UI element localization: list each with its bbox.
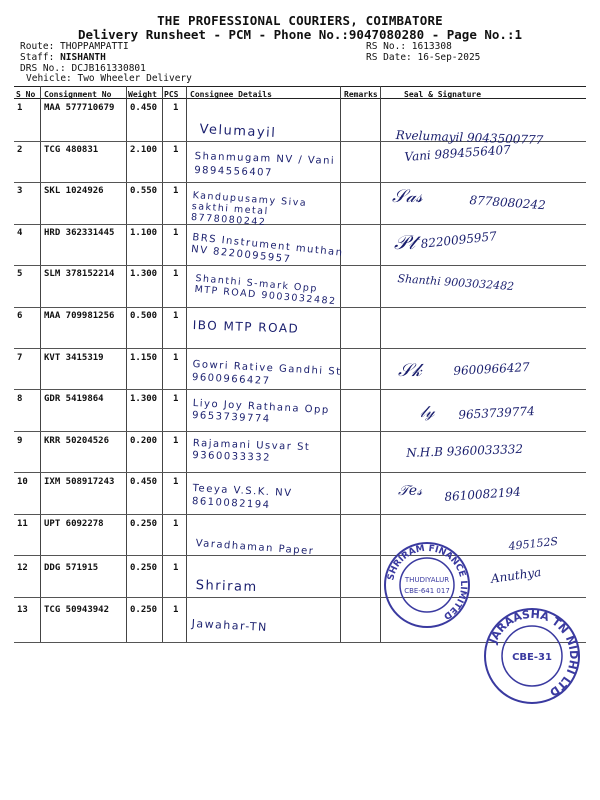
col-head-seal-signature: Seal & Signature <box>404 90 482 99</box>
row-divider <box>14 431 586 432</box>
row-weight: 0.250 <box>130 563 158 573</box>
row-pcs: 1 <box>173 311 179 321</box>
signature: Anuthya <box>490 564 543 586</box>
row-consignment: UPT 6092278 <box>44 519 104 529</box>
signature: 495152S <box>508 534 559 553</box>
col-head-pcs: PCS <box>164 90 179 99</box>
row-sno: 8 <box>17 394 23 404</box>
row-sno: 1 <box>17 103 23 113</box>
stamp-ring <box>382 540 472 630</box>
row-weight: 0.250 <box>130 605 158 615</box>
row-consignment: KRR 50204526 <box>44 436 110 446</box>
row-pcs: 1 <box>173 228 179 238</box>
row-divider <box>14 472 586 473</box>
row-weight: 0.250 <box>130 519 158 529</box>
rs-number: RS No.: 1613308 <box>366 41 452 52</box>
row-pcs: 1 <box>173 605 179 615</box>
stamp-outer-text: JARAASHA TN NIDHI LTD <box>486 607 581 699</box>
consignee-handwriting: Liyo Joy Rathana Opp 9653739774 <box>191 398 330 426</box>
row-pcs: 1 <box>173 103 179 113</box>
column-divider <box>162 86 163 642</box>
jaraasha-nidhi-stamp <box>482 606 582 706</box>
row-consignment: MAA 709981256 <box>44 311 115 321</box>
row-weight: 1.150 <box>130 353 158 363</box>
row-consignment: GDR 5419864 <box>44 394 104 404</box>
row-weight: 0.200 <box>130 436 158 446</box>
runsheet-subtitle: Delivery Runsheet - PCM - Phone No.:9047080280 - Page No.:1 <box>77 27 522 42</box>
scribble-signature: 𝒫𝓉 <box>394 230 416 254</box>
row-pcs: 1 <box>173 269 179 279</box>
column-divider <box>380 86 381 642</box>
row-consignment: MAA 577710679 <box>44 103 115 113</box>
row-pcs: 1 <box>173 186 179 196</box>
signature: Shanthi 9003032482 <box>397 272 515 294</box>
route-label: Route: THOPPAMPATTI <box>20 41 129 52</box>
row-consignment: TCG 480831 <box>44 145 99 155</box>
company-title: THE PROFESSIONAL COURIERS, COIMBATORE <box>157 13 443 28</box>
stamp-ring <box>482 606 582 706</box>
row-sno: 12 <box>17 563 28 573</box>
row-weight: 0.500 <box>130 311 158 321</box>
col-head-weight: Weight <box>128 90 157 99</box>
row-consignment: SKL 1024926 <box>44 186 104 196</box>
row-sno: 13 <box>17 605 28 615</box>
rs-date: RS Date: 16-Sep-2025 <box>366 52 481 63</box>
signature: 8610082194 <box>444 484 522 504</box>
staff-info <box>20 52 106 63</box>
row-sno: 4 <box>17 228 23 238</box>
scribble-signature: 𝒮𝓀 <box>398 360 422 381</box>
stamp-inner-line1: THUDIYALUR <box>404 576 450 584</box>
stamp-inner-line2: CBE-641 017 <box>404 587 450 595</box>
scribble-signature: 𝒯𝑒𝓈 <box>398 483 423 499</box>
col-head-consignee: Consignee Details <box>190 90 272 99</box>
row-pcs: 1 <box>173 519 179 529</box>
row-pcs: 1 <box>173 353 179 363</box>
scribble-signature: 𝒮𝒶𝓈 <box>392 186 423 207</box>
staff-name: NISHANTH <box>60 52 106 63</box>
drs-number: DCJB161330801 <box>71 63 146 74</box>
row-sno: 5 <box>17 269 23 279</box>
signature: 9600966427 <box>453 360 530 378</box>
consignee-handwriting: Shriram <box>195 578 258 596</box>
row-pcs: 1 <box>173 145 179 155</box>
row-pcs: 1 <box>173 394 179 404</box>
row-divider <box>14 182 586 183</box>
drs-label: DRS No.: <box>20 63 66 74</box>
signature: 9653739774 <box>458 404 535 422</box>
consignee-handwriting: Varadhaman Paper <box>195 538 315 558</box>
row-pcs: 1 <box>173 436 179 446</box>
row-consignment: SLM 378152214 <box>44 269 115 279</box>
row-sno: 9 <box>17 436 23 446</box>
consignee-handwriting: Gowri Rative Gandhi St 9600966427 <box>191 358 342 388</box>
row-weight: 0.550 <box>130 186 158 196</box>
row-divider <box>14 514 586 515</box>
consignee-handwriting: Jawahar-TN <box>191 617 269 634</box>
signature: 8778080242 <box>469 193 547 213</box>
row-consignment: DDG 571915 <box>44 563 99 573</box>
consignee-handwriting: Teeya V.S.K. NV 8610082194 <box>191 482 293 512</box>
signature: 8220095957 <box>420 229 498 251</box>
consignee-handwriting: Shanthi S-mark Opp MTP ROAD 9003032482 <box>194 273 337 308</box>
consignee-handwriting: Velumayil <box>199 122 277 141</box>
signature: Rvelumayil 9043500777 <box>395 128 544 148</box>
column-divider <box>126 86 127 642</box>
row-weight: 1.100 <box>130 228 158 238</box>
row-divider <box>14 348 586 349</box>
consignee-handwriting: BRS Instrument muthan NV 8220095957 <box>190 232 345 266</box>
row-weight: 0.450 <box>130 103 158 113</box>
col-head-remarks: Remarks <box>344 90 378 99</box>
stamp-inner-text: CBE-31 <box>512 652 552 663</box>
column-divider <box>40 86 41 642</box>
consignee-handwriting: Rajamani Usvar St 9360033332 <box>192 438 311 464</box>
signature: N.H.B 9360033332 <box>406 441 524 460</box>
scribble-signature: 𝓁𝓎 <box>420 402 435 421</box>
row-weight: 1.300 <box>130 269 158 279</box>
row-sno: 2 <box>17 145 23 155</box>
row-sno: 7 <box>17 353 23 363</box>
row-weight: 1.300 <box>130 394 158 404</box>
shriram-finance-stamp <box>382 540 472 630</box>
table-top-border <box>14 86 586 87</box>
row-divider <box>14 307 586 308</box>
vehicle-label: Vehicle: Two Wheeler Delivery <box>26 73 192 84</box>
row-consignment: IXM 508917243 <box>44 477 115 487</box>
staff-label: Staff: <box>20 52 55 63</box>
row-sno: 6 <box>17 311 23 321</box>
row-weight: 0.450 <box>130 477 158 487</box>
column-divider <box>186 86 187 642</box>
row-consignment: TCG 50943942 <box>44 605 110 615</box>
row-divider <box>14 597 586 598</box>
col-head-sno: S No <box>16 90 36 99</box>
row-pcs: 1 <box>173 477 179 487</box>
row-weight: 2.100 <box>130 145 158 155</box>
signature: Vani 9894556407 <box>404 142 512 164</box>
stamp-outer-text: SHRIRAM FINANCE LIMITED <box>386 543 469 621</box>
row-consignment: HRD 362331445 <box>44 228 115 238</box>
row-sno: 10 <box>17 477 28 487</box>
row-pcs: 1 <box>173 563 179 573</box>
row-consignment: KVT 3415319 <box>44 353 104 363</box>
consignee-handwriting: Kandupusamy Siva sakthi metal 8778080242 <box>190 190 308 229</box>
consignee-handwriting: IBO MTP ROAD <box>192 318 300 336</box>
row-sno: 11 <box>17 519 28 529</box>
consignee-handwriting: Shanmugam NV / Vani 9894556407 <box>194 150 336 179</box>
col-head-consignment: Consignment No <box>44 90 112 99</box>
row-sno: 3 <box>17 186 23 196</box>
